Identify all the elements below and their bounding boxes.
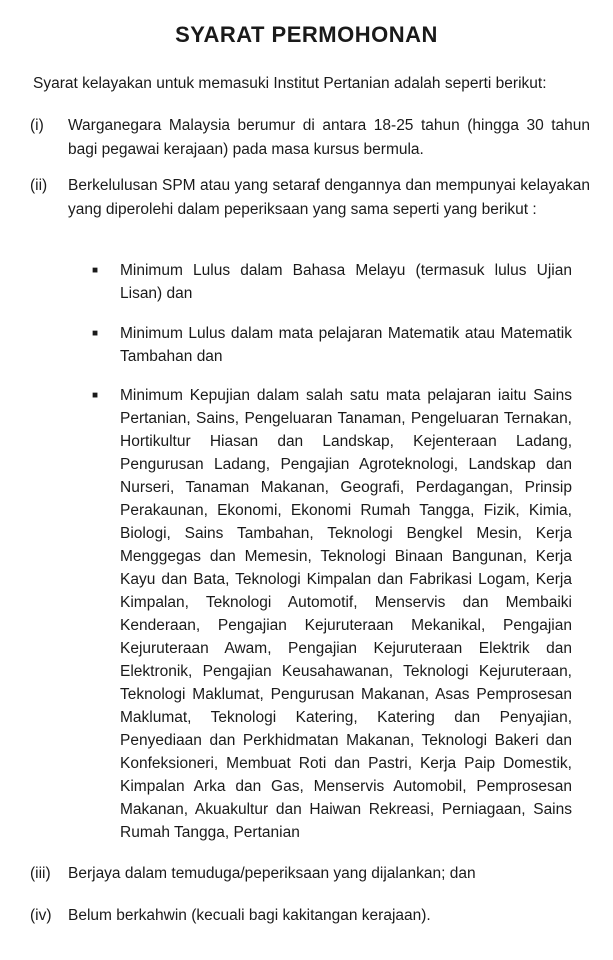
sub-item-text: Minimum Lulus dalam Bahasa Melayu (termasuk lulus Ujian Lisan) dan: [120, 262, 572, 302]
item-number: (iii): [30, 865, 51, 882]
item-number: (ii): [30, 177, 48, 194]
item-text: Berjaya dalam temuduga/peperiksaan yang dijalankan; dan: [68, 865, 476, 882]
item-number: (i): [30, 117, 44, 134]
requirement-item-i: [30, 114, 590, 162]
sub-item-matematik: [92, 322, 572, 368]
requirement-item-iii: [30, 862, 590, 886]
bullet-icon: ■: [92, 328, 99, 339]
requirement-item-iv: [30, 904, 590, 928]
sub-item-text: Minimum Lulus dalam mata pelajaran Matematik atau Matematik Tambahan dan: [120, 325, 572, 365]
bullet-icon: ■: [92, 390, 99, 401]
sub-item-bahasa-melayu: [92, 259, 572, 305]
sub-item-kepujian-subjects: [92, 384, 572, 844]
item-text: Belum berkahwin (kecuali bagi kakitangan kerajaan).: [68, 907, 431, 924]
item-number: (iv): [30, 907, 52, 924]
page-title: SYARAT PERMOHONAN: [175, 22, 438, 47]
requirement-item-ii: [30, 174, 590, 222]
bullet-icon: ■: [92, 265, 99, 276]
intro-paragraph: Syarat kelayakan untuk memasuki Institut Pertanian adalah seperti berikut:: [33, 75, 547, 92]
item-text: Berkelulusan SPM atau yang setaraf dengannya dan mempunyai kelayakan yang diperolehi dalam peperiksaan yang sama seperti yang berikut :: [68, 177, 590, 218]
item-text: Warganegara Malaysia berumur di antara 18-25 tahun (hingga 30 tahun bagi pegawai kerajaan) pada masa kursus bermula.: [68, 117, 590, 158]
sub-item-text: Minimum Kepujian dalam salah satu mata pelajaran iaitu Sains Pertanian, Sains, Pengeluaran Tanaman, Pengeluaran Ternakan, Hortikultur Hiasan dan Landskap, Kejenteraan Ladang, Pengurusan Ladang, Pengajian Agroteknologi, Landskap dan Nurseri, Tanaman Makanan, Geografi, Perdagangan, Prinsip Perakaunan, Ekonomi, Ekonomi Rumah Tangga, Fizik, Kimia, Biologi, Sains Tambahan, Teknologi Bengkel Mesin, Kerja Menggegas dan Memesin, Teknologi Binaan Bangunan, Kerja Kayu dan Bata, Teknologi Kimpalan dan Fabrikasi Logam, Kerja Kimpalan, Teknologi Automotif, Menservis dan Membaiki Kenderaan, Pengajian Kejuruteraan Mekanikal, Pengajian Kejuruteraan Awam, Pengajian Kejuruteraan Elektrik dan Elektronik, Pengajian Keusahawanan, Teknologi Kejuruteraan, Teknologi Maklumat, Pengurusan Makanan, Asas Pemprosesan Maklumat, Teknologi Katering, Katering dan Penyajian, Penyediaan dan Perkhidmatan Makanan, Teknologi Bakeri dan Konfeksioneri, Membuat Roti dan Pastri, Kerja Paip Domestik, Kimpalan Arka dan Gas, Menservis Automobil, Pemprosesan Makanan, Akuakultur dan Haiwan Rekreasi, Perniagaan, Sains Rumah Tangga, Pertanian: [120, 387, 572, 841]
